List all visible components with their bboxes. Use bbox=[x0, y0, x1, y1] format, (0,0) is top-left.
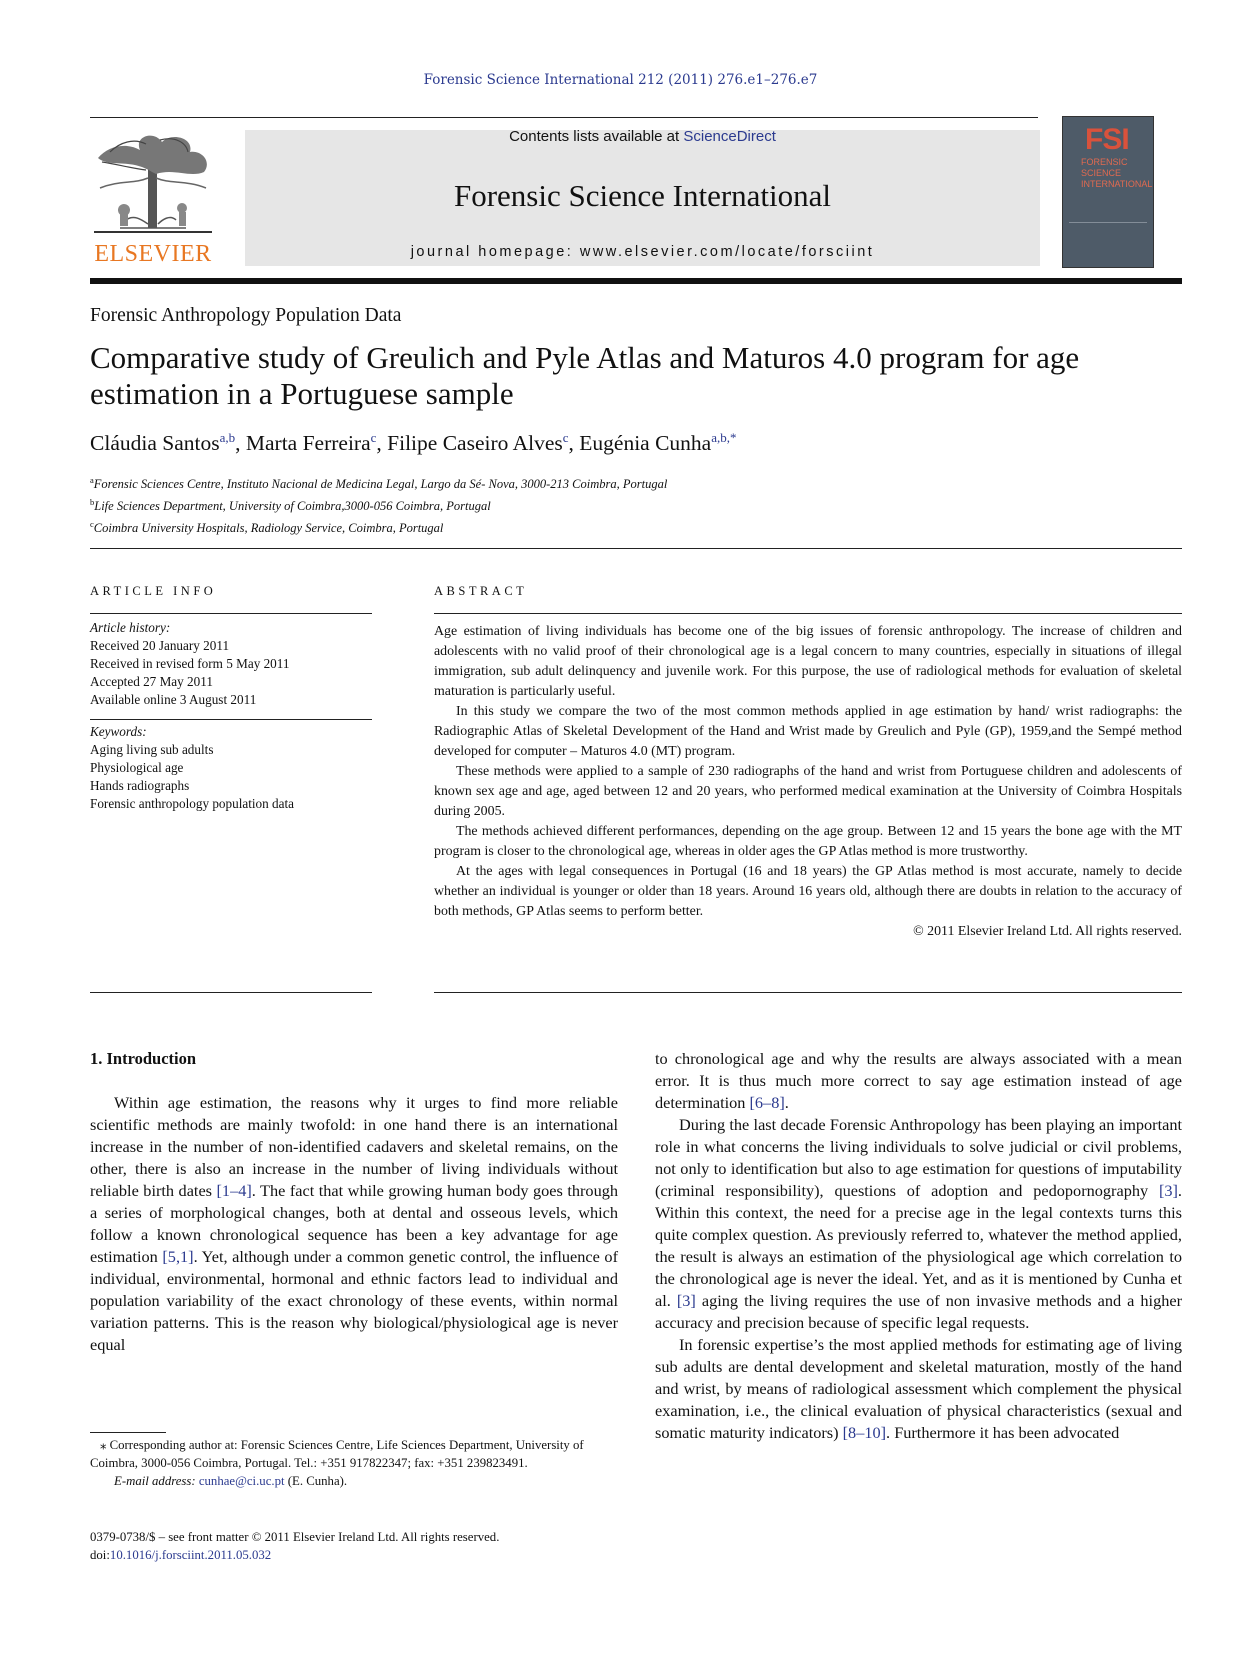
abstract-paragraph: These methods were applied to a sample of 230 radiographs of the hand and wrist from Portuguese children and adolescents of known sex age and age, aged between 12 and 20 years, who performed medical examination at the University of Coimbra Hospitals during 2005. bbox=[434, 764, 1182, 819]
body-text: . Yet, although under a common genetic control, the influence of individual, environmental, hormonal and ethnic factors lead to individual and population variability of the exact chronology of these events, within normal variation patterns. This is the reason why biological/physiological age is never equal bbox=[90, 1247, 618, 1354]
author-name[interactable]: Marta Ferreira bbox=[245, 431, 371, 456]
history-item: Available online 3 August 2011 bbox=[90, 692, 257, 707]
body-text: . Within this context, the need for a precise age in the legal contexts turns this quite complex question. As previously referred to, whatever the method applied, the result is always an estimation of the physiological age which correlation to the chronological age is never the ideal. Yet, and as it is mentioned by Cunha et al. bbox=[655, 1181, 1182, 1310]
body-paragraph bbox=[90, 1092, 618, 1356]
contents-available bbox=[245, 128, 1040, 145]
body-paragraph bbox=[655, 1114, 1182, 1334]
contents-prefix: Contents lists available at bbox=[509, 128, 680, 145]
citation-link[interactable]: [1–4] bbox=[216, 1181, 252, 1200]
elsevier-wordmark: ELSEVIER bbox=[94, 241, 212, 267]
article-info-rule bbox=[90, 613, 372, 614]
author-affil-sup[interactable]: a,b bbox=[219, 430, 236, 445]
body-text: During the last decade Forensic Anthropology has been playing an important role in what concerns the living individuals to solve judicial or civil problems, not only to identification but also to age estimation for questions of imputability (criminal responsibility), questions of adoption and pedopornography bbox=[655, 1115, 1182, 1200]
sciencedirect-link[interactable]: ScienceDirect bbox=[683, 128, 776, 145]
affiliation-text: Life Sciences Department, University of Coimbra,3000-056 Coimbra, Portugal bbox=[94, 499, 491, 514]
history-item: Received 20 January 2011 bbox=[90, 638, 230, 653]
body-paragraph bbox=[655, 1334, 1182, 1444]
cover-graphic bbox=[1069, 222, 1147, 253]
article-info-bottom-rule bbox=[90, 992, 372, 993]
abstract-paragraph: Age estimation of living individuals has become one of the big issues of forensic anthropology. The increase of children and adolescents with no valid proof of their chronological age is a legal concern to many countries, especially in situations of illegal immigration, sub adult delinquency and juvenile work. For this purpose, the use of radiological methods for evaluation of skeletal maturation is particularly useful. bbox=[434, 624, 1182, 699]
journal-name: Forensic Science International bbox=[453, 178, 832, 213]
affiliation bbox=[90, 471, 667, 493]
body-right-column bbox=[655, 1048, 1182, 1444]
abstract-paragraph: In this study we compare the two of the most common methods applied in age estimation by hand/ wrist radiographs: the Radiographic Atlas of Skeletal Development of the Hand and Wrist made by Greulich and Pyle (GP), 1959,and the Sempé method developed for computer – Maturos 4.0 (MT) program. bbox=[434, 704, 1182, 759]
author-name[interactable]: Cláudia Santos bbox=[90, 431, 220, 456]
author-list bbox=[90, 430, 737, 456]
affiliation-text: Forensic Sciences Centre, Instituto Nacional de Medicina Legal, Largo da Sé- Nova, 3000-213 Coimbra, Portugal bbox=[93, 477, 668, 492]
abstract bbox=[434, 584, 1182, 942]
body-text: Within age estimation, the reasons why it urges to find more reliable scientific methods are mainly twofold: in one hand there is an international increase in the number of non-identified cadavers and skeletal remains, on the other, there is also an increase in the number of living individuals without reliable birth dates bbox=[90, 1093, 618, 1200]
journal-banner bbox=[245, 130, 1040, 266]
body-text: . Furthermore it has been advocated bbox=[886, 1423, 1120, 1442]
affiliation-text: Coimbra University Hospitals, Radiology Service, Coimbra, Portugal bbox=[93, 521, 444, 536]
keywords bbox=[90, 723, 372, 813]
citation-link[interactable]: [6–8] bbox=[749, 1093, 785, 1112]
author-separator: , bbox=[376, 431, 388, 456]
cover-title-big: FSI bbox=[1085, 123, 1129, 156]
journal-homepage[interactable]: journal homepage: www.elsevier.com/locate/forsciint bbox=[410, 244, 875, 260]
article-history-label: Article history: bbox=[90, 620, 171, 635]
keyword-item: Physiological age bbox=[90, 760, 184, 775]
affiliation-marker: a bbox=[90, 475, 94, 485]
corresponding-author-note bbox=[90, 1436, 618, 1472]
body-left-column bbox=[90, 1048, 618, 1356]
body-text: aging the living requires the use of non invasive methods and a higher accuracy and precision because of specific legal requests. bbox=[655, 1291, 1183, 1332]
article-info bbox=[90, 584, 372, 813]
abstract-rule bbox=[434, 613, 1182, 614]
affiliation bbox=[90, 493, 667, 515]
history-item: Received in revised form 5 May 2011 bbox=[90, 656, 290, 671]
journal-citation[interactable]: Forensic Science International 212 (2011) 276.e1–276.e7 bbox=[423, 72, 818, 88]
author-name[interactable]: Filipe Caseiro Alves bbox=[387, 431, 563, 456]
affiliation bbox=[90, 515, 667, 537]
abstract-body bbox=[434, 622, 1182, 942]
body-paragraph bbox=[655, 1048, 1182, 1114]
article-section-type: Forensic Anthropology Population Data bbox=[90, 305, 402, 326]
affiliation-marker: c bbox=[90, 519, 94, 530]
abstract-paragraph: At the ages with legal consequences in Portugal (16 and 18 years) the GP Atlas method is most accurate, namely to decide whether an individual is younger or older than 18 years. Around 16 years old, although there are doubts in relation to the accuracy of both methods, GP Atlas seems to perform better. bbox=[434, 864, 1182, 919]
issn-line: 0379-0738/$ – see front matter © 2011 Elsevier Ireland Ltd. All rights reserved. bbox=[90, 1530, 500, 1544]
author-affil-sup[interactable]: a,b,* bbox=[711, 430, 737, 445]
author-separator: , bbox=[568, 431, 580, 456]
affiliation-marker: b bbox=[90, 497, 95, 508]
author-separator: , bbox=[235, 431, 246, 456]
email-suffix: (E. Cunha). bbox=[287, 1474, 348, 1488]
abstract-bottom-rule bbox=[434, 992, 1182, 993]
affiliations bbox=[90, 471, 667, 537]
header-bottom-rule bbox=[90, 278, 1182, 284]
history-item: Accepted 27 May 2011 bbox=[90, 674, 213, 689]
author-affil-sup[interactable]: c bbox=[370, 430, 377, 445]
doi-label: doi: bbox=[90, 1548, 110, 1562]
body-text: . The fact that while growing human body goes through a series of morphological changes, both at dental and osseous levels, which follow a known chronological sequence has been a key advantage for age estimation bbox=[90, 1181, 618, 1266]
author-name[interactable]: Eugénia Cunha bbox=[579, 431, 712, 456]
header-top-rule bbox=[90, 117, 1038, 118]
affiliations-rule bbox=[90, 548, 1182, 549]
elsevier-logo[interactable] bbox=[90, 128, 216, 268]
body-text: . bbox=[784, 1093, 789, 1112]
footnote-marker: ⁎ bbox=[100, 1438, 107, 1452]
body-text: In forensic expertise’s the most applied methods for estimating age of living sub adults are dental development and skeletal maturation, mostly of the hand and wrist, by means of radiological assessment which complement the physical examination, i.e., the clinical evaluation of physical characteristics (sexual and somatic maturity indicators) bbox=[655, 1335, 1182, 1442]
body-text: to chronological age and why the results are always associated with a mean error. It is thus much more correct to say age estimation instead of age determination bbox=[655, 1049, 1182, 1112]
citation-link[interactable]: [8–10] bbox=[842, 1423, 887, 1442]
citation-link[interactable]: [3] bbox=[1158, 1181, 1178, 1200]
doi-line bbox=[90, 1546, 650, 1564]
email-link[interactable]: cunhae@ci.uc.pt bbox=[198, 1474, 285, 1488]
cover-title-small: FORENSIC SCIENCE INTERNATIONAL bbox=[1081, 157, 1153, 189]
email-label: E-mail address: bbox=[114, 1474, 196, 1488]
keyword-item: Hands radiographs bbox=[90, 778, 190, 793]
corresponding-author-footnote bbox=[90, 1436, 618, 1490]
footnote-rule bbox=[90, 1432, 166, 1433]
article-title: Comparative study of Greulich and Pyle Atlas and Maturos 4.0 program for age estimation in a Portuguese sample bbox=[90, 340, 1080, 411]
abstract-copyright: © 2011 Elsevier Ireland Ltd. All rights reserved. bbox=[913, 924, 1182, 939]
doi-link[interactable]: 10.1016/j.forsciint.2011.05.032 bbox=[109, 1548, 272, 1562]
elsevier-tree-icon bbox=[90, 128, 216, 240]
article-info-heading: ARTICLE INFO bbox=[90, 584, 217, 598]
corresponding-author-text: Corresponding author at: Forensic Sciences Centre, Life Sciences Department, University of Coimbra, 3000-056 Coimbra, Portugal. Tel.: +351 917822347; fax: +351 239823491. bbox=[90, 1438, 584, 1470]
keywords-label: Keywords: bbox=[90, 724, 147, 739]
section-heading-introduction: 1. Introduction bbox=[90, 1049, 197, 1068]
keywords-rule bbox=[90, 719, 372, 720]
article-history bbox=[90, 619, 372, 709]
journal-cover-thumbnail[interactable] bbox=[1062, 116, 1154, 268]
abstract-paragraph: The methods achieved different performances, depending on the age group. Between 12 and 15 years the bone age with the MT program is closer to the chronological age, whereas in older ages the GP Atlas method is more trustworthy. bbox=[434, 824, 1182, 859]
email-line bbox=[90, 1472, 618, 1490]
front-matter bbox=[90, 1528, 650, 1564]
abstract-heading: ABSTRACT bbox=[434, 584, 528, 598]
author-affil-sup[interactable]: c bbox=[562, 430, 569, 445]
keyword-item: Forensic anthropology population data bbox=[90, 796, 295, 811]
keyword-item: Aging living sub adults bbox=[90, 742, 214, 757]
citation-link[interactable]: [3] bbox=[676, 1291, 696, 1310]
citation-link[interactable]: [5,1] bbox=[162, 1247, 194, 1266]
